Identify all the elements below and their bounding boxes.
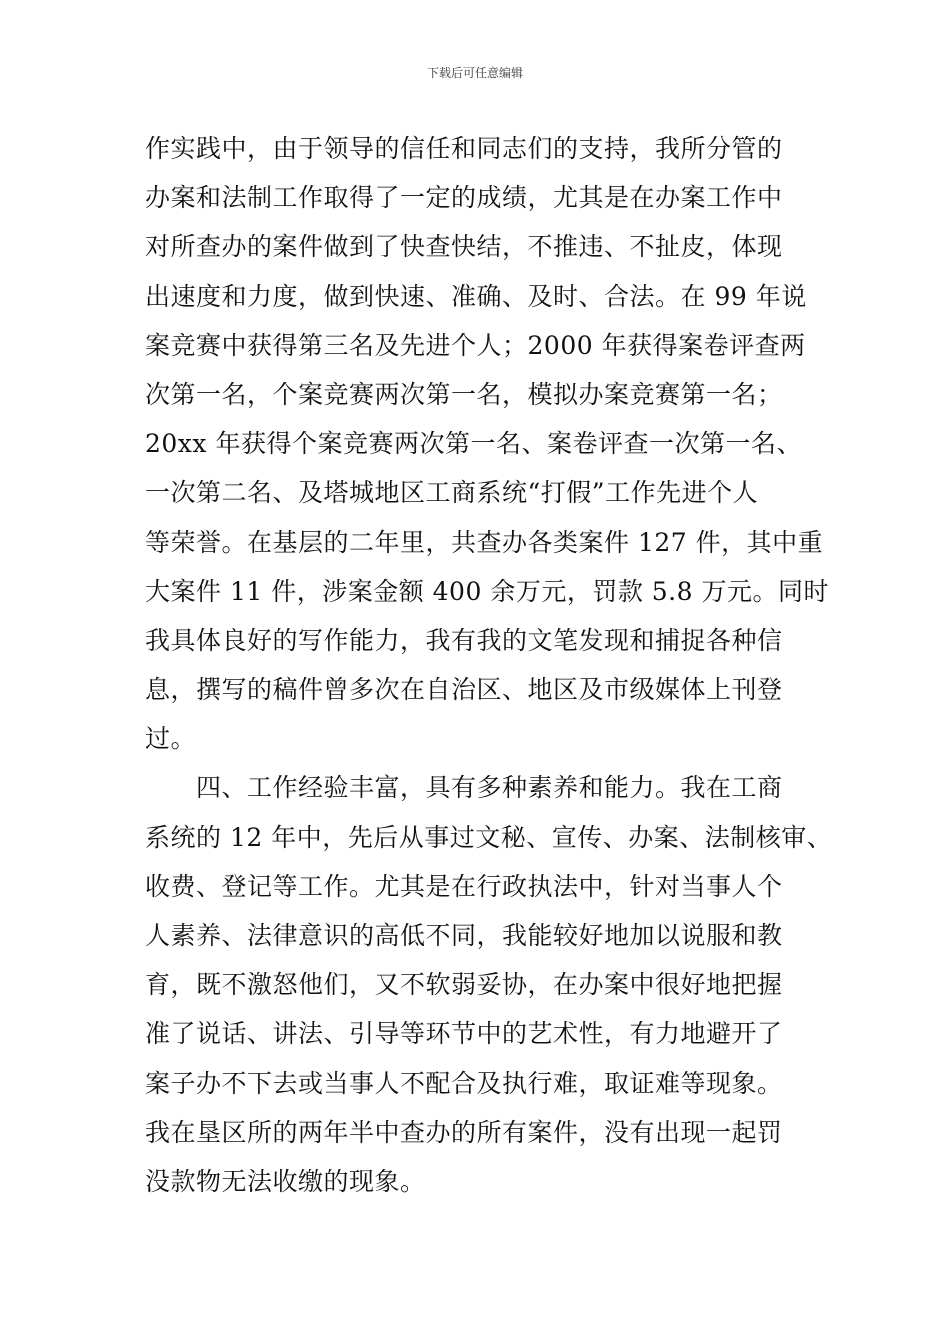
text-line: 准了说话、讲法、引导等环节中的艺术性，有力地避开了 <box>145 1019 783 1049</box>
text-line: 办案和法制工作取得了一定的成绩，尤其是在办案工作中 <box>145 183 783 213</box>
paragraph-2 <box>145 763 833 1206</box>
text-line: 一次第二名、及塔城地区工商系统“打假”工作先进个人 <box>145 478 759 508</box>
text-line: 人素养、法律意识的高低不同，我能较好地加以说服和教 <box>145 921 783 950</box>
text-line: 四、工作经验丰富，具有多种素养和能力。我在工商 <box>145 773 783 803</box>
text-line: 没款物无法收缴的现象。 <box>145 1166 426 1196</box>
text-line: 我具体良好的写作能力，我有我的文笔发现和捕捉各种信 <box>145 625 783 655</box>
text-line: 等荣誉。在基层的二年里，共查办各类案件 127 件，其中重 <box>145 527 824 557</box>
text-line: 过。 <box>145 724 197 754</box>
paragraph-1 <box>145 124 829 763</box>
text-line: 出速度和力度，做到快速、准确、及时、合法。在 99 年说 <box>145 281 807 311</box>
document-body <box>145 124 833 1206</box>
text-line: 案竞赛中获得第三名及先进个人；2000 年获得案卷评查两 <box>145 330 806 360</box>
text-line: 20xx 年获得个案竞赛两次第一名、案卷评查一次第一名、 <box>145 429 802 459</box>
text-line: 案子办不下去或当事人不配合及执行难，取证难等现象。 <box>145 1068 783 1098</box>
text-line: 作实践中，由于领导的信任和同志们的支持，我所分管的 <box>145 134 783 163</box>
text-line: 我在垦区所的两年半中查办的所有案件，没有出现一起罚 <box>145 1117 783 1147</box>
text-line: 收费、登记等工作。尤其是在行政执法中，针对当事人个 <box>145 871 783 901</box>
text-line: 对所查办的案件做到了快查快结，不推违、不扯皮，体现 <box>145 232 783 262</box>
text-line: 次第一名，个案竞赛两次第一名，模拟办案竞赛第一名； <box>145 379 783 409</box>
page-header: 下载后可任意编辑 <box>426 66 523 80</box>
text-line: 系统的 12 年中，先后从事过文秘、宣传、办案、法制核审、 <box>145 822 833 852</box>
text-line: 大案件 11 件，涉案金额 400 余万元，罚款 5.8 万元。同时 <box>145 576 829 606</box>
text-line: 育，既不激怒他们，又不软弱妥协，在办案中很好地把握 <box>145 970 783 1000</box>
text-line: 息，撰写的稿件曾多次在自治区、地区及市级媒体上刊登 <box>145 675 783 705</box>
